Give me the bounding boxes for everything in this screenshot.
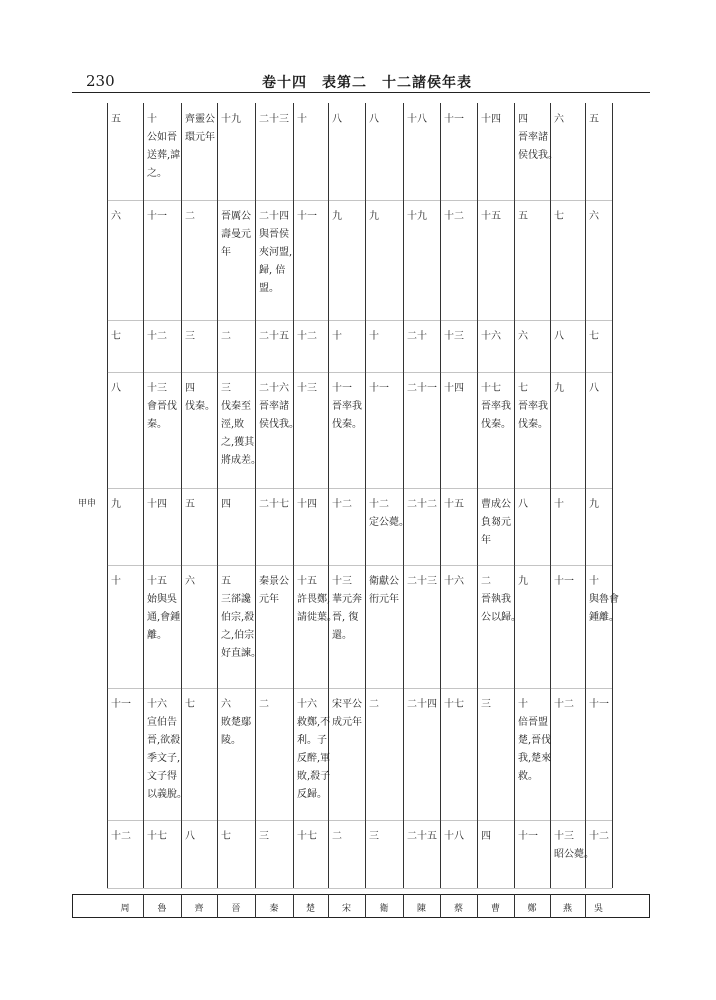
table-cell: 二十六 晉率諸 侯伐我。 <box>259 383 299 430</box>
row-divider <box>107 372 612 373</box>
table-cell: 五 <box>111 114 121 125</box>
table-cell: 十二 定公薨。 <box>369 499 409 528</box>
table-cell: 八 <box>369 114 379 125</box>
table-cell: 二十七 <box>259 499 289 510</box>
footer-divider <box>440 894 441 918</box>
table-cell: 十一 <box>111 699 131 710</box>
state-label: 陳 <box>416 904 426 914</box>
table-cell: 十一 <box>369 383 389 394</box>
table-cell: 十六 救鄭,不 利。子 反醉,軍 敗,殺子 反歸。 <box>297 699 331 800</box>
state-label: 宋 <box>341 904 351 914</box>
table-cell: 七 <box>589 331 599 342</box>
table-cell: 二十三 <box>407 576 437 587</box>
table-cell: 六 <box>185 576 195 587</box>
row-divider <box>107 200 612 201</box>
table-cell: 十三 華元奔 晉, 復 還。 <box>332 576 362 641</box>
table-cell: 二 晉執我 公以歸。 <box>481 576 521 623</box>
state-label: 晉 <box>231 904 241 914</box>
footer-divider <box>181 894 182 918</box>
table-cell: 六 <box>518 331 528 342</box>
column-divider <box>585 103 586 888</box>
table-cell: 二 <box>221 331 231 342</box>
table-cell: 二十五 <box>407 831 437 842</box>
table-cell: 十一 <box>554 576 574 587</box>
table-cell: 十五 <box>481 211 501 222</box>
table-cell: 五 <box>589 114 599 125</box>
table-cell: 十四 <box>444 383 464 394</box>
table-cell: 二 <box>259 699 269 710</box>
table-cell: 十四 <box>297 499 317 510</box>
table-cell: 二十五 <box>259 331 289 342</box>
table-cell: 八 <box>554 331 564 342</box>
row-divider <box>107 820 612 821</box>
table-cell: 七 <box>554 211 564 222</box>
table-cell: 十 <box>369 331 379 342</box>
table-cell: 十七 <box>147 831 167 842</box>
table-cell: 十八 <box>407 114 427 125</box>
table-cell: 十二 <box>554 699 574 710</box>
state-label: 齊 <box>194 904 204 914</box>
table-cell: 九 <box>518 576 528 587</box>
table-cell: 八 <box>332 114 342 125</box>
footer-divider <box>293 894 294 918</box>
table-cell: 二十二 <box>407 499 437 510</box>
table-cell: 十九 <box>407 211 427 222</box>
footer-divider <box>365 894 366 918</box>
table-cell: 十 與魯會 鍾離。 <box>589 576 619 623</box>
table-cell: 十二 <box>111 831 131 842</box>
table-cell: 十二 <box>444 211 464 222</box>
column-divider <box>217 103 218 888</box>
footer-divider <box>477 894 478 918</box>
table-cell: 九 <box>554 383 564 394</box>
column-divider <box>107 103 108 888</box>
row-divider <box>107 488 612 489</box>
row-divider <box>107 320 612 321</box>
table-cell: 七 <box>111 331 121 342</box>
table-cell: 三 <box>259 831 269 842</box>
table-cell: 十一 <box>589 699 609 710</box>
table-cell: 五 <box>518 211 528 222</box>
page-header <box>72 70 650 92</box>
table-cell: 十五 許畏鄭, 請徙葉。 <box>297 576 337 623</box>
header-rule <box>72 92 650 93</box>
table-cell: 四 <box>221 499 231 510</box>
table-cell: 八 <box>111 383 121 394</box>
table-cell: 二十四 與晉侯 夾河盟, 歸, 倍 盟。 <box>259 211 293 294</box>
table-cell: 十二 <box>332 499 352 510</box>
table-cell: 九 <box>369 211 379 222</box>
table-cell: 十七 <box>444 699 464 710</box>
table-cell: 十八 <box>444 831 464 842</box>
table-cell: 八 <box>185 831 195 842</box>
page-number: 230 <box>86 72 115 90</box>
row-divider <box>107 888 612 889</box>
table-cell: 四 晉率諸 侯伐我。 <box>518 114 558 161</box>
column-divider <box>612 103 613 888</box>
table-cell: 晉厲公 壽曼元 年 <box>221 211 251 258</box>
table-cell: 十七 晉率我 伐秦。 <box>481 383 511 430</box>
table-cell: 十 <box>297 114 307 125</box>
table-cell: 三 <box>481 699 491 710</box>
footer-divider <box>328 894 329 918</box>
table-cell: 三 伐秦至 涇,敗 之,獲其 將成差。 <box>221 383 261 466</box>
table-cell: 齊靈公 環元年 <box>185 114 215 143</box>
side-label: 甲申 <box>78 499 97 509</box>
table-cell: 二 <box>332 831 342 842</box>
table-cell: 七 晉率我 伐秦。 <box>518 383 548 430</box>
state-label: 蔡 <box>453 904 463 914</box>
state-label: 楚 <box>305 904 315 914</box>
column-divider <box>477 103 478 888</box>
footer-divider <box>585 894 586 918</box>
state-label: 鄭 <box>527 904 537 914</box>
table-cell: 九 <box>111 499 121 510</box>
state-label: 燕 <box>562 904 572 914</box>
state-label: 魯 <box>157 904 167 914</box>
footer-divider <box>514 894 515 918</box>
table-cell: 十七 <box>297 831 317 842</box>
state-label: 曹 <box>490 904 500 914</box>
table-cell: 秦景公 元年 <box>259 576 289 605</box>
table-cell: 五 <box>185 499 195 510</box>
footer-divider <box>143 894 144 918</box>
table-cell: 八 <box>589 383 599 394</box>
table-cell: 六 <box>111 211 121 222</box>
table-cell: 七 <box>185 699 195 710</box>
table-cell: 十三 <box>444 331 464 342</box>
state-label: 吳 <box>593 904 603 914</box>
table-cell: 宋平公 成元年 <box>332 699 362 728</box>
table-cell: 二十 <box>407 331 427 342</box>
table-cell: 十 <box>554 499 564 510</box>
column-divider <box>255 103 256 888</box>
footer-divider <box>403 894 404 918</box>
column-divider <box>143 103 144 888</box>
state-label: 秦 <box>269 904 279 914</box>
table-cell: 二 <box>369 699 379 710</box>
table-cell: 九 <box>589 499 599 510</box>
table-cell: 十六 宣伯告 晉,欲殺 季文子, 文子得 以義脫。 <box>147 699 187 800</box>
footer-divider <box>255 894 256 918</box>
state-label: 周 <box>120 904 130 914</box>
table-cell: 五 三郤讒 伯宗,殺 之,伯宗 好直諫。 <box>221 576 261 659</box>
table-cell: 三 <box>185 331 195 342</box>
footer-divider <box>217 894 218 918</box>
table-cell: 曹成公 負芻元 年 <box>481 499 511 546</box>
row-divider <box>107 565 612 566</box>
table-cell: 十一 <box>518 831 538 842</box>
table-cell: 十三 會晉伐 秦。 <box>147 383 177 430</box>
table-cell: 十 <box>111 576 121 587</box>
table-cell: 十 <box>332 331 342 342</box>
table-cell: 十五 始與吳 通,會鍾 離。 <box>147 576 181 641</box>
table-cell: 十 公如晉 送葬,諱 之。 <box>147 114 181 179</box>
table-cell: 十 倍晉盟 楚,晉伐 我,楚來 救。 <box>518 699 552 782</box>
table-cell: 十二 <box>589 831 609 842</box>
table-cell: 十三 昭公薨。 <box>554 831 594 860</box>
table-cell: 十六 <box>481 331 501 342</box>
table-cell: 十二 <box>147 331 167 342</box>
table-cell: 六 <box>554 114 564 125</box>
table-cell: 四 伐秦。 <box>185 383 215 412</box>
table-cell: 十五 <box>444 499 464 510</box>
table-cell: 十三 <box>297 383 317 394</box>
running-title: 卷十四 表第二 十二諸侯年表 <box>262 75 472 91</box>
table-cell: 二十三 <box>259 114 289 125</box>
table-cell: 十四 <box>147 499 167 510</box>
table-cell: 二十四 <box>407 699 437 710</box>
table-cell: 四 <box>481 831 491 842</box>
column-divider <box>365 103 366 888</box>
state-label: 衛 <box>379 904 389 914</box>
table-cell: 六 <box>589 211 599 222</box>
column-divider <box>514 103 515 888</box>
table-cell: 八 <box>518 499 528 510</box>
table-cell: 十一 <box>297 211 317 222</box>
table-cell: 七 <box>221 831 231 842</box>
table-cell: 十一 <box>444 114 464 125</box>
table-cell: 十二 <box>297 331 317 342</box>
footer-divider <box>550 894 551 918</box>
row-divider <box>107 688 612 689</box>
column-divider <box>293 103 294 888</box>
table-cell: 十四 <box>481 114 501 125</box>
table-cell: 六 敗楚鄢 陵。 <box>221 699 251 746</box>
table-cell: 三 <box>369 831 379 842</box>
table-cell: 十九 <box>221 114 241 125</box>
table-cell: 二十一 <box>407 383 437 394</box>
column-divider <box>440 103 441 888</box>
table-cell: 十一 <box>147 211 167 222</box>
table-cell: 衛獻公 衎元年 <box>369 576 399 605</box>
table-cell: 十六 <box>444 576 464 587</box>
table-cell: 九 <box>332 211 342 222</box>
table-cell: 十一 晉率我 伐秦。 <box>332 383 362 430</box>
table-cell: 二 <box>185 211 195 222</box>
